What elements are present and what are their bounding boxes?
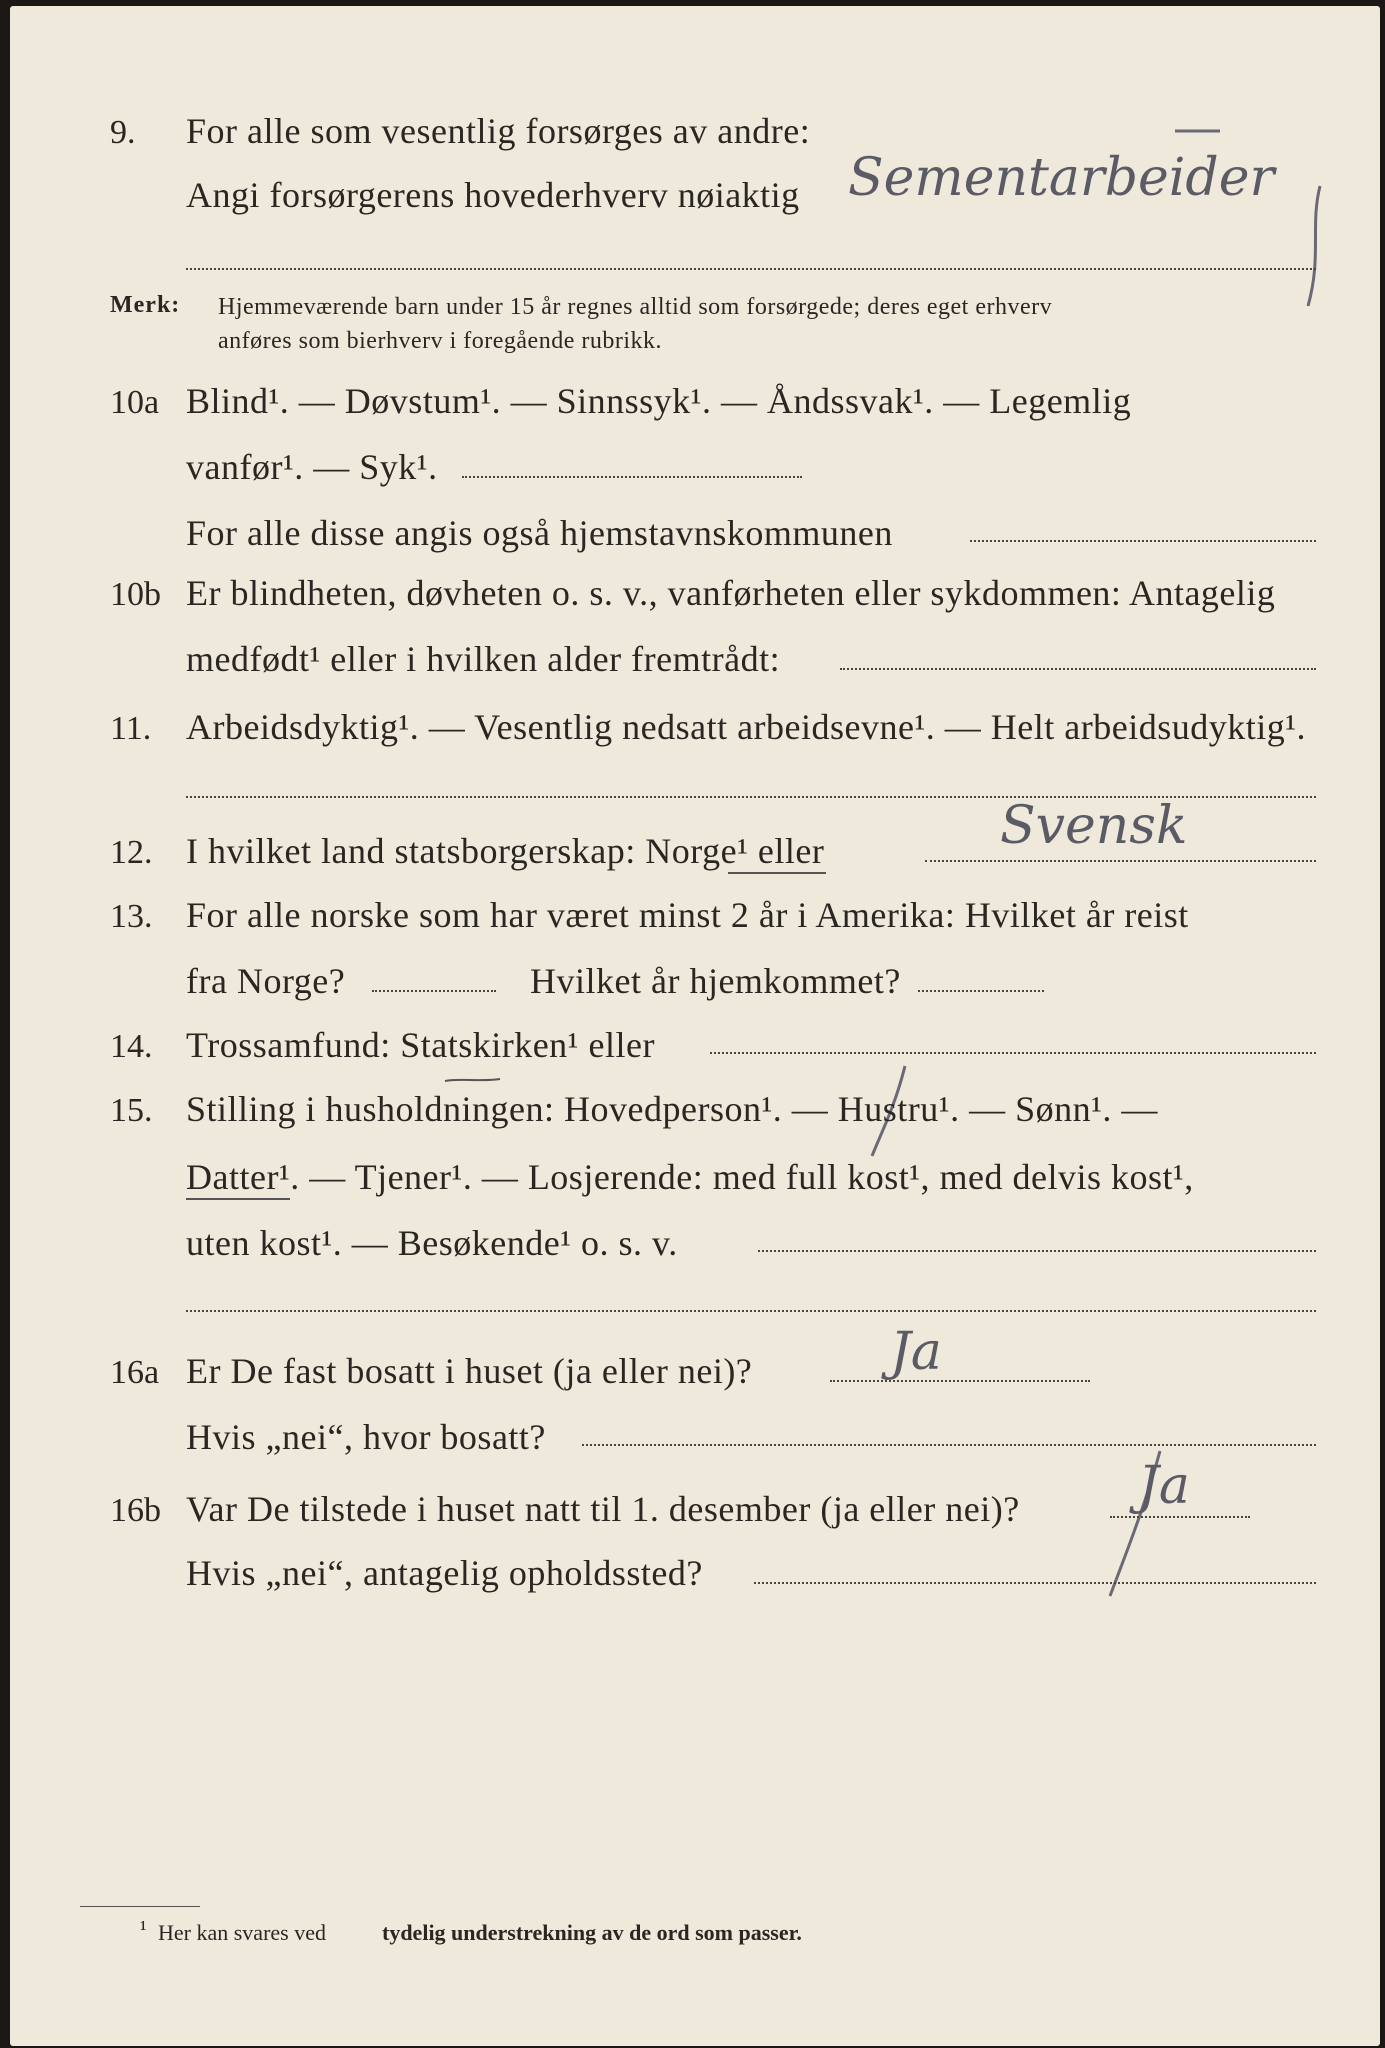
census-form-page (10, 6, 1380, 2046)
merk-line2: anføres som bierhverv i foregående rubrikk. (218, 328, 663, 354)
q15-line3: uten kost¹. — Besøkende¹ o. s. v. (186, 1223, 678, 1263)
q16b-answer-line[interactable] (1110, 1516, 1250, 1518)
q10b-line2: medfødt¹ eller i hvilken alder fremtrådt: (186, 639, 781, 679)
q14-number: 14. (110, 1028, 153, 1065)
q16b-line2: Hvis „nei“, antagelig opholdssted? (186, 1553, 703, 1593)
q9-answer: Sementarbeider (848, 148, 1275, 208)
q16a-answer-line[interactable] (830, 1380, 1090, 1382)
q16a-number: 16a (110, 1354, 160, 1391)
q13-line2a: fra Norge? (186, 961, 346, 1001)
merk-label: Merk: (110, 292, 181, 318)
q10b-answer-line[interactable] (840, 668, 1316, 670)
statskirken-tick (445, 1079, 500, 1081)
q11-line1: Arbeidsdyktig¹. — Vesentlig nedsatt arbeidsevne¹. — Helt arbeidsudyktig¹. (186, 707, 1307, 747)
q16b-number: 16b (110, 1492, 161, 1529)
answer-continuation-stroke (1308, 186, 1320, 306)
q13-line1: For alle norske som har været minst 2 år i Amerika: Hvilket år reist (186, 895, 1189, 935)
q13-number: 13. (110, 898, 153, 935)
q14-answer-line[interactable] (710, 1052, 1316, 1054)
q10a-answer-line[interactable] (462, 476, 802, 478)
q9-line1: For alle som vesentlig forsørges av andre: (186, 111, 811, 151)
q13-year-returned-line[interactable] (918, 990, 1044, 992)
q13-line2b: Hvilket år hjemkommet? (530, 961, 901, 1001)
footnote-mark: ¹ (140, 1916, 147, 1941)
q10a-number: 10a (110, 384, 160, 421)
q13-year-left-line[interactable] (372, 990, 496, 992)
q12-line1: I hvilket land statsborgerskap: Norge¹ eller (186, 831, 825, 871)
q9-line2: Angi forsørgerens hovederhverv nøiaktig (186, 175, 800, 215)
q16b-location-line[interactable] (754, 1582, 1316, 1584)
q9-answer-line[interactable] (186, 268, 1316, 270)
q11-number: 11. (110, 710, 152, 747)
q16b-line1: Var De tilstede i huset natt til 1. desember (ja eller nei)? (186, 1489, 1020, 1529)
datter-underline (186, 1198, 290, 1200)
q10a-home-answer-line[interactable] (970, 540, 1316, 542)
q10a-line3: For alle disse angis også hjemstavnskommunen (186, 513, 893, 553)
q16a-line1: Er De fast bosatt i huset (ja eller nei)? (186, 1351, 753, 1391)
q10b-line1: Er blindheten, døvheten o. s. v., vanførheten eller sykdommen: Antagelig (186, 573, 1276, 613)
norge-underline (728, 872, 826, 874)
q10a-line1: Blind¹. — Døvstum¹. — Sinnssyk¹. — Åndssvak¹. — Legemlig (186, 381, 1132, 421)
merk-line1: Hjemmeværende barn under 15 år regnes alltid som forsørgede; deres eget erhverv (218, 294, 1053, 320)
footnote-rule (80, 1906, 200, 1907)
q14-line1: Trossamfund: Statskirken¹ eller (186, 1025, 655, 1065)
q16b-answer: Ja (1138, 1456, 1190, 1516)
q12-answer: Svensk (1000, 796, 1188, 856)
q15-line1: Stilling i husholdningen: Hovedperson¹. — Hustru¹. — Sønn¹. — (186, 1089, 1158, 1129)
q16a-line2: Hvis „nei“, hvor bosatt? (186, 1417, 546, 1457)
q10b-number: 10b (110, 576, 161, 613)
q15-line2: Datter¹. — Tjener¹. — Losjerende: med full kost¹, med delvis kost¹, (186, 1157, 1194, 1197)
q12-number: 12. (110, 834, 153, 871)
q9-number: 9. (110, 114, 136, 151)
q15-answer-line[interactable] (758, 1250, 1316, 1252)
q15-number: 15. (110, 1092, 153, 1129)
q15-extra-line[interactable] (186, 1310, 1316, 1312)
q10a-line2: vanfør¹. — Syk¹. (186, 447, 438, 487)
q16a-answer: Ja (890, 1322, 942, 1382)
q12-answer-line[interactable] (925, 860, 1316, 862)
q16a-residence-line[interactable] (582, 1444, 1316, 1446)
footnote-text-a: Her kan svares ved (158, 1920, 326, 1945)
footnote-text-b: tydelig understrekning av de ord som passer. (382, 1920, 802, 1945)
